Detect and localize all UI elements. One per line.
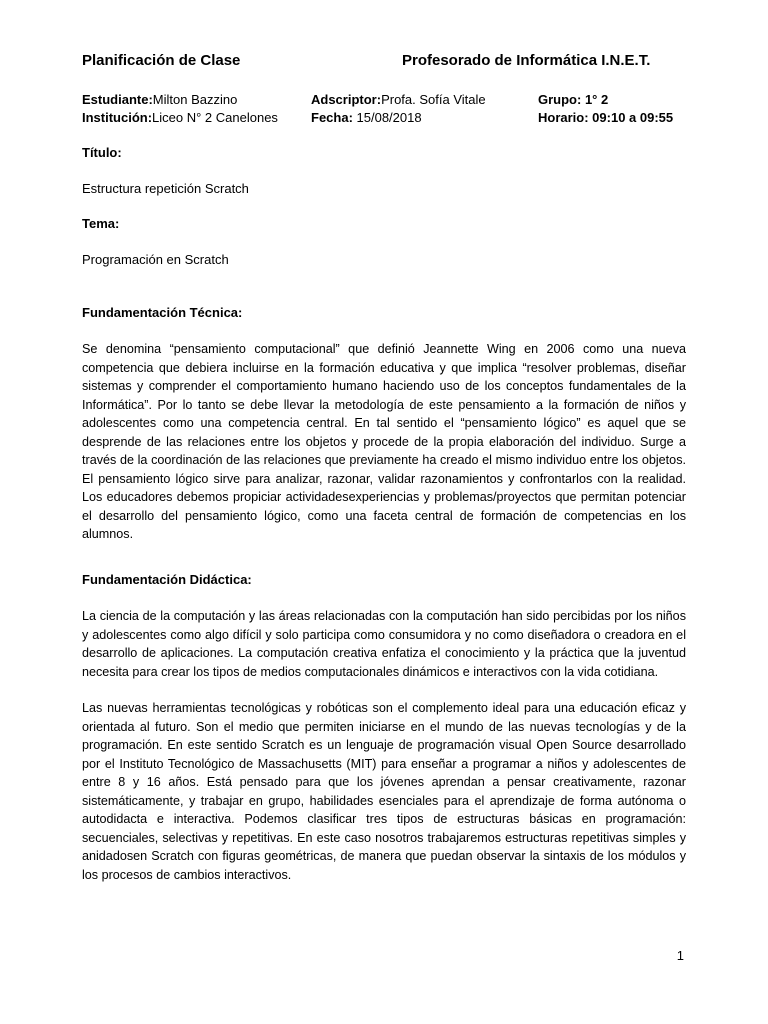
document-title: Planificación de Clase — [82, 52, 241, 69]
group-label: Grupo: — [538, 92, 582, 107]
group-field — [538, 92, 608, 107]
date-label: Fecha: — [311, 110, 353, 125]
schedule-field — [538, 110, 673, 125]
date-field — [311, 110, 422, 125]
adscriptor-value: Profa. Sofía Vitale — [381, 92, 486, 107]
group-value: 1° 2 — [581, 92, 609, 107]
institution-field — [82, 110, 278, 125]
tema-value: Programación en Scratch — [82, 252, 229, 267]
fundamentacion-tecnica-heading: Fundamentación Técnica: — [82, 305, 243, 320]
institution-label: Institución: — [82, 110, 153, 125]
meta-row-1 — [82, 92, 702, 110]
schedule-value: 09:10 a 09:55 — [588, 110, 674, 125]
institution-title: Profesorado de Informática I.N.E.T. — [402, 52, 651, 69]
titulo-value: Estructura repetición Scratch — [82, 181, 249, 196]
meta-row-2 — [82, 110, 702, 128]
schedule-label: Horario: — [538, 110, 589, 125]
date-value: 15/08/2018 — [352, 110, 422, 125]
student-field — [82, 92, 237, 107]
fundamentacion-didactica-heading: Fundamentación Didáctica: — [82, 572, 252, 587]
page-number: 1 — [676, 948, 684, 963]
tema-heading: Tema: — [82, 216, 120, 231]
adscriptor-field — [311, 92, 486, 107]
titulo-heading: Título: — [82, 145, 122, 160]
student-value: Milton Bazzino — [152, 92, 238, 107]
fundamentacion-didactica-paragraph-2: Las nuevas herramientas tecnológicas y robóticas son el complemento ideal para una educación eficaz y orientada al futuro. Son el medio que permiten iniciarse en el mundo de las nuevas tecnologías y de la programación. En este sentido Scratch es un lenguaje de programación visual Open Source desarrollado por el Instituto Tecnológico de Massachusetts (MIT) para enseñar a programar a niños y adolescentes de entre 8 y 16 años. Está pensado para que los jóvenes aprendan a pensar creativamente, razonar sistemáticamente, y trabajar en grupo, habilidades esenciales para el aprendizaje de forma autónoma o autodidacta e interactiva. Podemos clasificar tres tipos de estructuras básicas en programación: secuenciales, selectivas y repetitivas. En este caso nosotros trabajaremos estructuras repetitivas simples y anidadosen Scratch con figuras geométricas, de manera que puedan observar la sintaxis de los módulos y los procesos de cambios interactivos. — [82, 701, 686, 882]
document-header — [82, 52, 686, 74]
institution-value: Liceo N° 2 Canelones — [152, 110, 278, 125]
adscriptor-label: Adscriptor: — [311, 92, 382, 107]
fundamentacion-tecnica-text: Se denomina “pensamiento computacional” que definió Jeannette Wing en 2006 como una nueva competencia que debiera incluirse en la formación educativa y que implica “resolver problemas, diseñar sistemas y comprender el comportamiento humano haciendo uso de los conceptos fundamentales de la Informática”. Por lo tanto se debe llevar la metodología de este pensamiento a la formación de niños y adolescentes como una competencia central. En tal sentido el “pensamiento lógico” es aquel que se desprende de las relaciones entre los objetos y procede de la propia elaboración del individuo. Surge a través de la coordinación de las relaciones que previamente ha creado el mismo individuo entre los objetos. El pensamiento lógico sirve para analizar, razonar, validar razonamientos y confrontarlos con la realidad. Los educadores debemos propiciar actividadesexperiencias y problemas/proyectos que permitan potenciar el desarrollo del pensamiento lógico, como una faceta central de formación de competencias en los alumnos. — [82, 342, 686, 541]
fundamentacion-didactica-paragraph-1: La ciencia de la computación y las áreas relacionadas con la computación han sido percibidas por los niños y adolescentes como algo difícil y solo participa como consumidora y no como diseñadora o creadora en el desarrollo de aplicaciones. La computación creativa enfatiza el conocimiento y la práctica que la juventud necesita para crear los tipos de medios computacionales dinámicos e interactivos con la vida cotidiana. — [82, 609, 686, 679]
student-label: Estudiante: — [82, 92, 153, 107]
